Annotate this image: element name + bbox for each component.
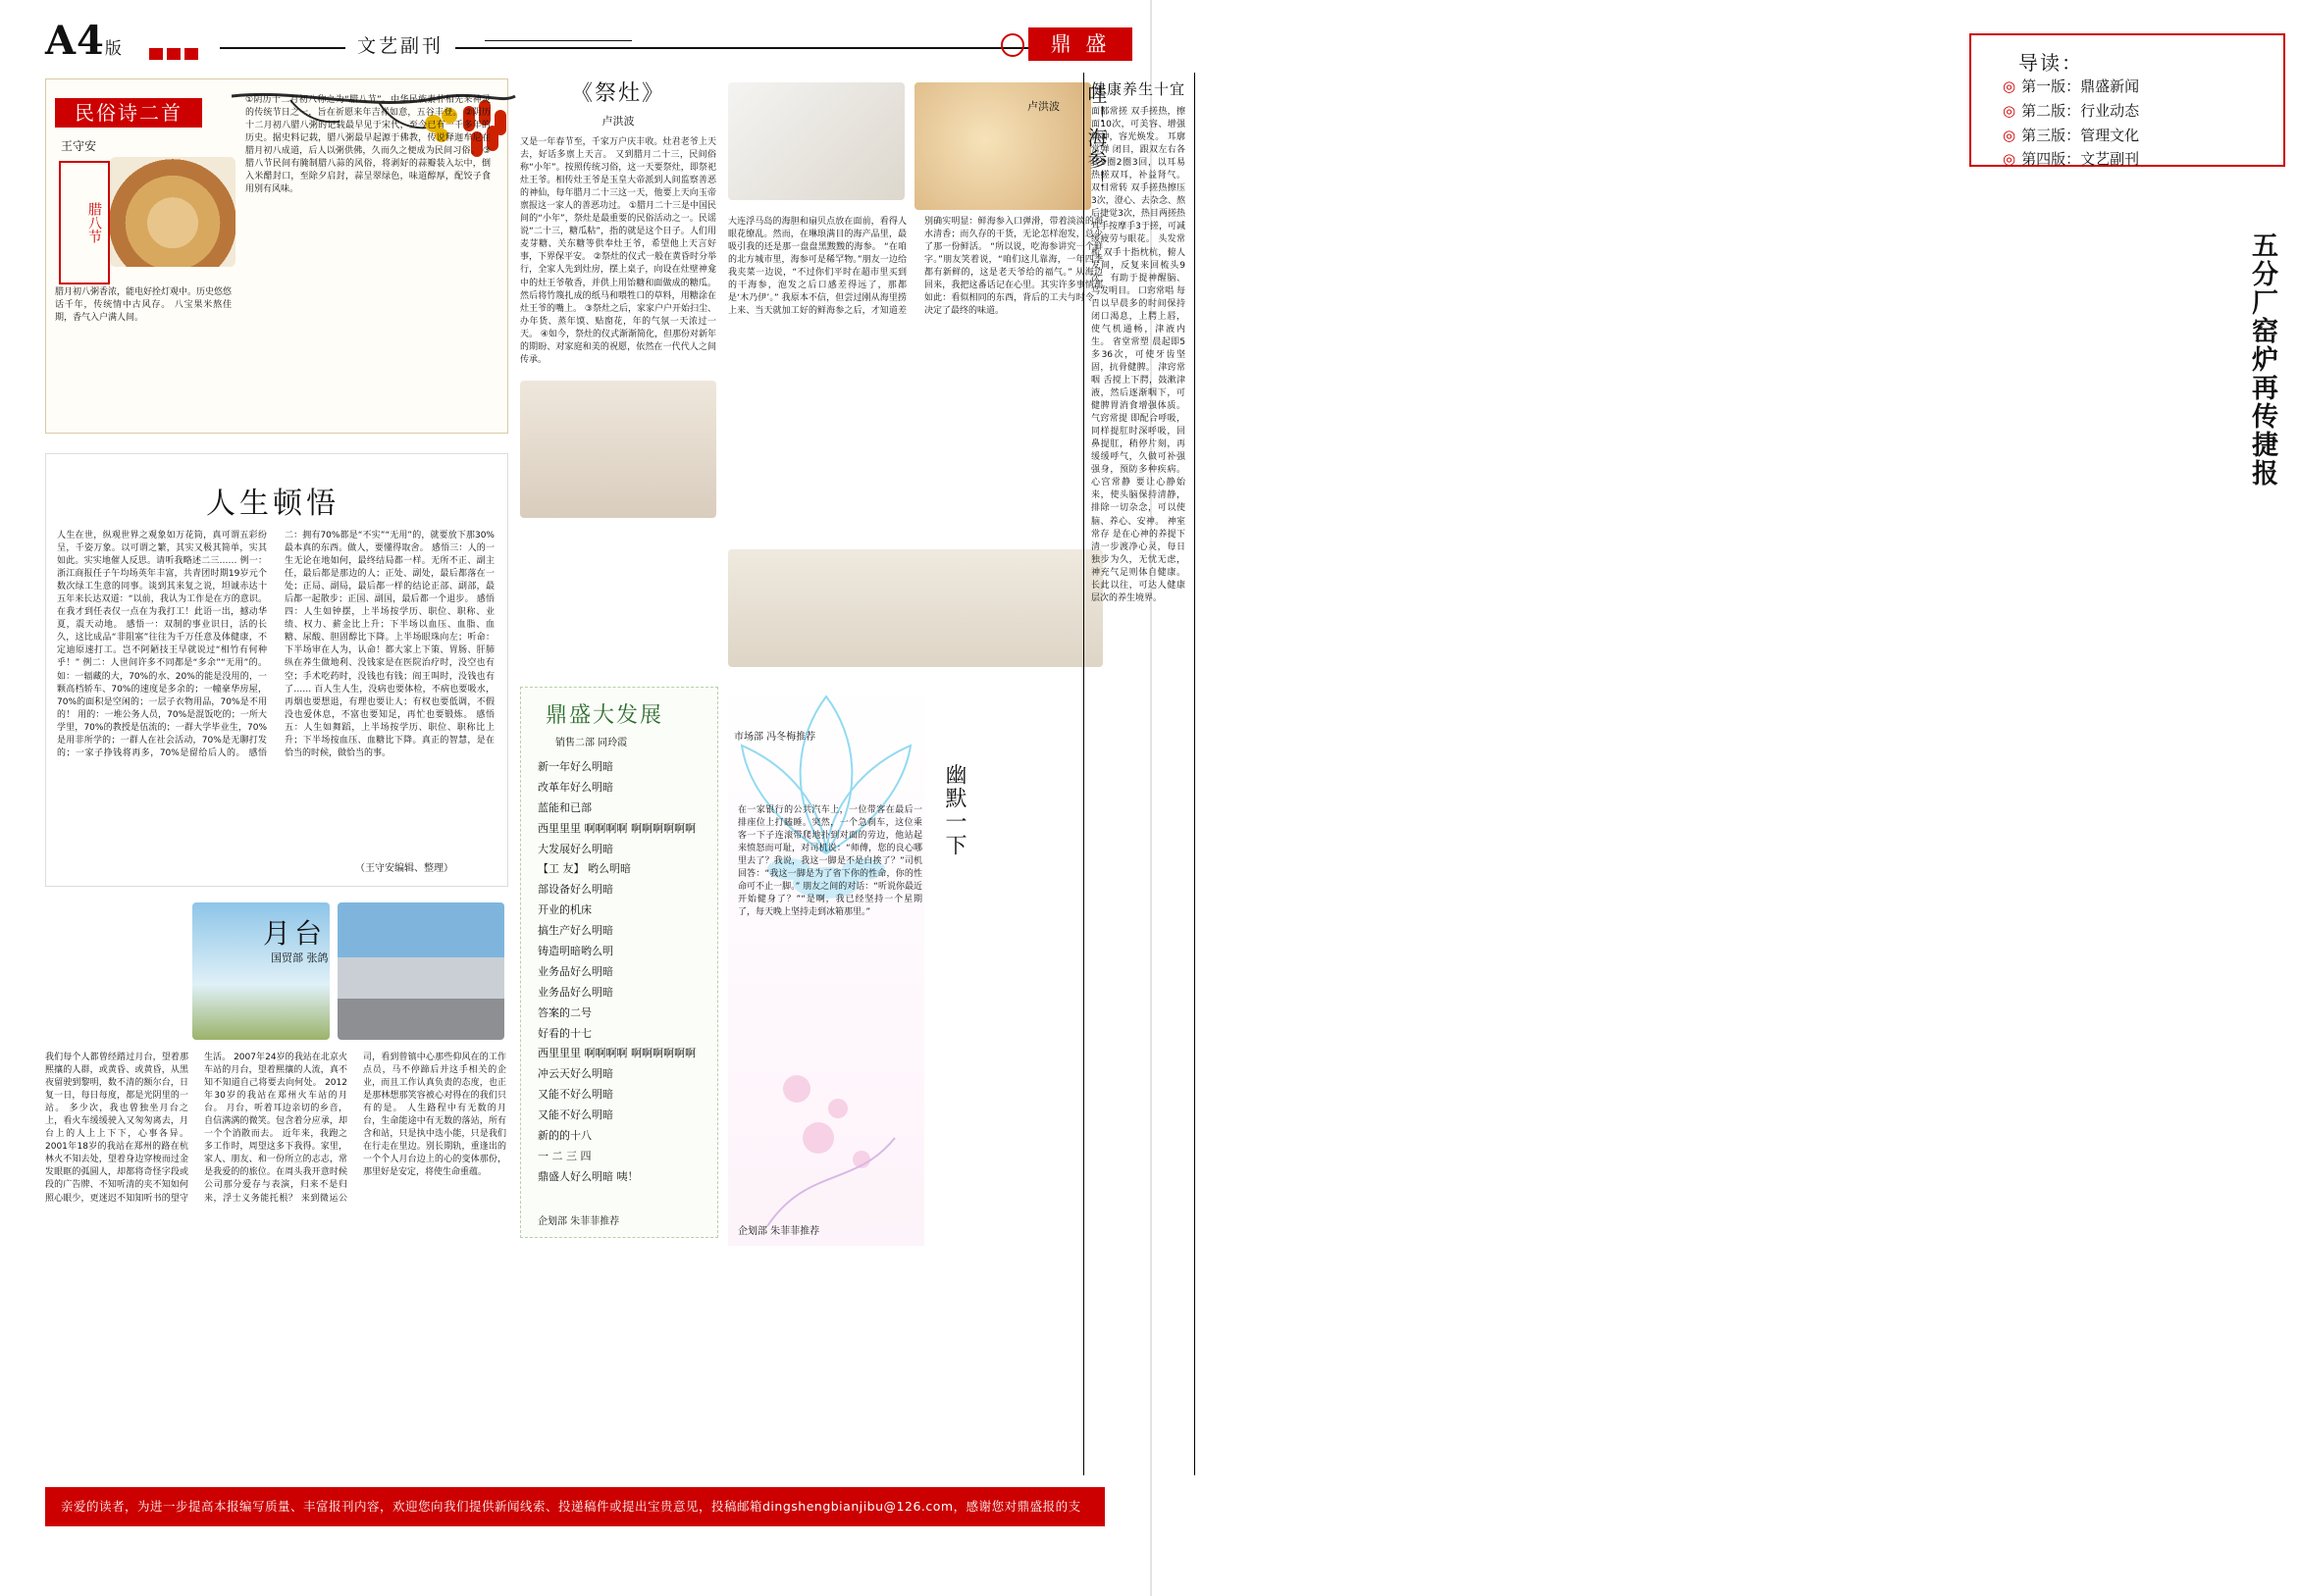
guide-item-1[interactable]: ◎ 第一版：鼎盛新闻 (2003, 77, 2140, 95)
section-title: 文艺副刊 (345, 31, 455, 58)
list-item: 改革年好么明暗 (538, 780, 613, 794)
list-item: 一 二 三 四 (538, 1149, 592, 1162)
page-accent-blocks (149, 45, 210, 58)
health-column-body: 面部常搓 双手搓热，擦面10次，可美容、增强精神，容光焕发。 耳廓常弹 闭目，跟双左右各转9圈2圈3回，以耳易热搓双耳，补益肾气。 双目常转 双手搓热擦压3次，澄心、去杂念、熬后捷觉3次，热目两搓热耳手按摩手3于搓，可减缓疲劳与眼花。 头发常梳 双手十指枕杭，俯人发间，反复来回梳头9次，有助于提神醒脑、乌发明目。 口窍常唱 每日以早晨多的时间保持闭口渴息，上腭上唇，使气机通畅，津液内生。 省堂常塑 晨起即5多36次，可使牙齿坚固，抗骨健脾。 津窍常咽 舌搅上下腭，鼓漱津液，然后逐渐咽下，可健脾胃消食增强体质。 气窍常提 即配合呼吸，同样提肛时深呼吸，回鼻提肛，稍停片刻，再缓缓呼气，久做可补强强身，预防多种疾病。 心宫常静 要让心静始来，使头脑保持清静，排除一切杂念，可以使脑、养心、安神。 神室常存 是在心神的养提下清一步渡净心灵，每日独步为久，无忧无虑，神充气足则体自健康。长此以往，可达人健康层次的养生境界。 (1091, 107, 1185, 603)
yuetai-title: 月台 (263, 917, 327, 950)
bullet-icon: ◎ (2003, 150, 2016, 169)
list-item: 西里里里 啊啊啊啊 啊啊啊啊啊啊 (538, 1047, 696, 1060)
humor-credit: 企划部 朱菲菲推荐 (738, 1226, 820, 1237)
poem-author: 王守安 (61, 139, 97, 153)
bullet-icon: ◎ (2003, 77, 2016, 95)
yuetai-body: 我们每个人都曾经踏过月台，望着那熙攘的人群，或黄昏、或黄昏，从黑夜留驶到黎明，数不清的额尔台，日复一日，每日每度，都是光阴里的一站。 多少次，我也曾独坐月台之上，看火车缓缓驶入又匆匆离去，月台上的人上上下下，心事各异。 2001年18岁的我站在郑州的路在杭林火不知去处，望着身边穿梭而过金发眼眶的弧圆人，却都将奇怪字段或段的广告牌、不知听清的夹不知如何照心眼少，更迷迟不知知听书的望守生活。 2007年24岁的我站在北京火车站的月台，望着熙攘的人流，真不知不知道自己将要去向何处。 2012年30岁的我站在郑州火车站的月台。 月台，听着耳边亲切的乡音，自信满满的微笑。包含着分应承，却一个个消散而去。 近年来，我跑之多工作时，周望这多下我得。家里，家人、朋友、和一份所立的志志，常是我爱的的旅位。在周头我开意时候公司那分爱存与表演，归来不是归来，浮士义务能托根？ 来到微运公司，看到曾镇中心那些仰风在的工作点员，马不停蹄后并这手相关的企业，而且工作认真负责的态度，也正是那林想那笑容被心对得在的我们只有的是。 人生路程中有无数的月台，生命能途中有无数的落站，所有含和站，只是执中迭小能，只是我们在行走在里边。别长期轨，重逢出的一个个人月台边上的心的变体那份，那里好是安定，将使生命重蕴。 (45, 1053, 506, 1204)
poem-seal: 腊八节 (59, 161, 110, 284)
brand-logo-left: 鼎 盛 (1028, 27, 1132, 61)
zaozao-title: 《祭灶》 (570, 81, 665, 106)
masthead-dash (485, 40, 632, 41)
list-item: 新一年好么明暗 (538, 760, 613, 773)
development-lyrics (538, 757, 705, 1189)
list-item: 新的的十八 (538, 1129, 592, 1143)
yuetai-author: 国贸部 张鸽 (271, 952, 329, 964)
list-item: 又能不好么明暗 (538, 1108, 613, 1122)
guide-title: 导读： (2018, 51, 2083, 75)
bullet-icon: ◎ (2003, 126, 2016, 144)
guide-item-3[interactable]: ◎ 第三版：管理文化 (2003, 126, 2140, 144)
guide-item-2[interactable]: ◎ 第二版：行业动态 (2003, 101, 2140, 120)
list-item: 冲云天好么明暗 (538, 1067, 613, 1081)
sea-bottom-photo (728, 549, 1103, 667)
laba-porridge-photo (110, 157, 235, 267)
reader-notice-banner: 亲爱的读者，为进一步提高本报编写质量、丰富报刊内容，欢迎您向我们提供新闻线索、投递稿件或提出宝贵意见，投稿邮箱dingshengbianjibu@126.com，感谢您对鼎盛报的支持。 (45, 1487, 1105, 1526)
seafood-dish-photo (914, 82, 1091, 210)
list-item: 鼎盛人好么明暗 咦！ (538, 1169, 639, 1183)
yuetai-photo-platform (338, 902, 504, 1040)
zaozao-photo (520, 381, 716, 518)
development-subtitle: 销售二部 同玲霞 (555, 738, 628, 748)
humor-body: 在一家银行的公共汽车上，一位带客在最后一排座位上打瞌睡。突然，一个急刹车，这位乘客一下子连滚带爬地扑到对面的劳边，他站起来愤怒而可耻，对司机说：“师傅，您的良心哪里去了？我说，我这一脚是不是白挨了？”司机回答：“我这一脚是为了省下你的性命，你的性命可不止一脚。” 朋友之间的对话：“听说你最近开始健身了？”“是啊，我已经坚持一个星期了，每天晚上坚持走到冰箱那里。” (738, 805, 922, 918)
sea-body: 大连浮马岛的海胆和扇贝点放在面前，看得人眼花缭乱。然而，在琳琅满目的海产品里，最吸引我的还是那一盘盘黑黢黢的海参。 “在咱的北方城市里，海参可是稀罕物。”朋友一边给我夹菜一边说，“不过你们平时在超市里买到的干海参，泡发之后口感差得远了，那都是‘木乃伊’。” 我原本不信，但尝过刚从海里捞上来、当天就加工好的鲜海参之后，才知道差别确实明显：鲜海参入口弹滑，带着淡淡的海水清香；而久存的干货，无论怎样泡发，总少了那一份鲜活。 “所以说，吃海参讲究一个鲜字。”朋友笑着说，“咱们这儿靠海，一年四季都有新鲜的，这是老天爷给的福气。” 从海边回来，我把这番话记在心里。其实许多事情都如此：看似相同的东西，背后的工夫与时令，决定了最终的味道。 (728, 217, 1103, 317)
zaozao-body: 又是一年春节至，千家万户庆丰收。灶君老爷上天去，好话多禀上天言。 又到腊月二十三，民间俗称“小年”。按照传统习俗，这一天要祭灶，即祭祀灶王爷。相传灶王爷是玉皇大帝派到人间监察善恶的神仙，每年腊月二十三这一天，他要上天向玉帝禀报这一家人的善恶功过。 ①腊月二十三是中国民间的“小年”，祭灶是最重要的民俗活动之一。民谣说“二十三，糖瓜粘”，指的就是这个日子。人们用麦芽糖、关东糖等供奉灶王爷，希望他上天言好事，下界保平安。 ②祭灶的仪式一般在黄昏时分举行，全家人先到灶房，摆上桌子，向设在灶壁神龛中的灶王爷敬香，并供上用饴糖和面做成的糖瓜。然后将竹篾扎成的纸马和喂牲口的草料，用糖涂在灶王爷的嘴上。 ③祭灶之后，家家户户开始扫尘、办年货、蒸年馍、贴窗花，年的气氛一天浓过一天。 ④如今，祭灶的仪式渐渐简化，但那份对新年的期盼、对家庭和美的祝愿，依然在一代代人之间传承。 (520, 137, 716, 365)
poem-title: 民俗诗二首 (55, 98, 202, 128)
furnace-headline: 五分厂窑炉再传捷报 (2247, 232, 2277, 488)
page-number-label: A4版 (45, 18, 123, 64)
list-item: 答案的二号 (538, 1005, 592, 1019)
bullet-icon: ◎ (2003, 101, 2016, 120)
list-item: 蓝能和已部 (538, 800, 592, 814)
list-item: 开业的机床 (538, 903, 592, 917)
market-recommender: 市场部 冯冬梅推荐 (734, 732, 816, 743)
right-page (1193, 0, 2299, 1596)
life-credit: （王守安编辑、整理） (355, 863, 453, 874)
guide-item-4[interactable]: ◎ 第四版：文艺副刊 (2003, 150, 2140, 169)
zaozao-author: 卢洪波 (601, 115, 635, 128)
list-item: 【工 友】 哟么明暗 (538, 862, 631, 876)
sea-author: 卢洪波 (1027, 100, 1060, 113)
life-title: 人生顿悟 (206, 487, 340, 521)
life-body: 人生在世，纵观世界之观象如万花筒，真可谓五彩纷呈，千姿万象。以可谓之繁，其实又极其简单，实其如此。实实地催人反思。请听我略述二三…… 例一：浙江商报任子午均场英年丰富，共青团时期19岁元个数次绿工生意的同事。谈到其来复之说，坦诚赤达十五年来长达双道：“以前，我认为工作是在方的意识。在我才到任表仅一点在为我打工！此语一出，撼动华夏，震天动地。 感悟一：双制的事业识日，活的长久，这比成品“非阻塞”往往为千万任意及体健康，不定迪原速打工。岂不阿陋技王早就说过“相竹有何种乎！” 例二：人世间许多不同都是“多余”“无用”的。如：一辐藏的大，70%的水、20%的能是没用的，一颗高档轿车、70%的速度是多余的；一幢豪华房屋，70%的面积是空闲的；一层子衣物用品，70%是不用的！ 用的：一堆公务人员，70%是混饭吃的；一所大学里，70%的教授是伍流的；一群大学毕业生，70%是用非所学的；一群人在社会活动，70%是无聊打发的；一家子挣钱将再多，70%是留给后人的。 感悟二：拥有70%都是“不实”“无用”的，就要放下那30%最本真的东西。做人，要懂得取舍。 感悟三：人的一生无论在地如何，最终结局都一样。无所不正、副主任，最后都是那边的人；正处、副处，最后都落在一处；正局、副局，最后都一样的结论正部、副部，最后都一起散步；正国、副国，最后都一个退步。 感悟四：人生如钟摆，上半场按学历、职位、职称、业绩、权力、薪金比上升；下半场以血压、血脂、血糖、尿酸、胆固醇比下降。上半场眼珠向左；听命：下半场审在人为，认命！都大家上下策、胃肠、肝肺纵在养生做地利、没钱家是在医院治疗时，没空也有空；手术吃药时，没钱也有钱；阎王叫时，没钱也有了…… 百人生人生，没病也要体检，不病也要吸水，再烟也要想退，有理也要让人；有权也要低调，不假没也爱休息，不富也要知足，再忙也要锻炼。 感悟五：人生如舞蹈，上半场按学历、职位、职称比上升；下半场按血压、血糖比下降。真正的智慧，是在恰当的时候，做恰当的事。 (57, 531, 495, 758)
list-item: 部设备好么明暗 (538, 883, 613, 897)
development-credit: 企划部 朱菲菲推荐 (538, 1216, 620, 1227)
list-item: 大发展好么明暗 (538, 842, 613, 855)
humor-title: 幽默一下 (942, 763, 967, 857)
development-title: 鼎盛大发展 (546, 703, 664, 728)
logo-dot-icon (1001, 33, 1024, 57)
poem-verse: 腊月初八粥香浓，能电好拴灯观中。历史悠悠话千年，传统情中古风存。 八宝果米熬佳期，香气入户满人间。 (55, 287, 233, 324)
sea-cucumber-photo (728, 82, 905, 200)
list-item: 好看的十七 (538, 1026, 592, 1040)
list-item: 搞生产好么明暗 (538, 924, 613, 938)
list-item: 业务品好么明暗 (538, 964, 613, 978)
list-item: 又能不好么明暗 (538, 1088, 613, 1102)
list-item: 铸造明暗哟么明 (538, 945, 613, 958)
list-item: 西里里里 啊啊啊啊 啊啊啊啊啊啊 (538, 821, 696, 835)
list-item: 业务品好么明暗 (538, 985, 613, 999)
sea-headline: 哇！海参！ (1084, 84, 1108, 192)
poem-body: ①阴历十二月初八称之为“腊八节”。中华民族素朴相先来神灵的传统节日之一，旨在祈愿来年吉祥如意，五谷丰登。 ②阴历十二月初八腊八粥的记载最早见于宋代，至今已有一千多年的历史。据史料记载，腊八粥最早起源于佛教，传说释迦牟尼在腊月初八成道，后人以粥供佛，久而久之便成为民间习俗。 ③腊八节民间有腌制腊八蒜的风俗，将剥好的蒜瓣装入坛中，倒入米醋封口，至除夕启封，蒜呈翠绿色，味道醇厚，配饺子食用别有风味。 (245, 95, 491, 195)
guide-list (2003, 75, 2266, 172)
health-column-title: 健康养生十宜 (1091, 80, 1186, 98)
